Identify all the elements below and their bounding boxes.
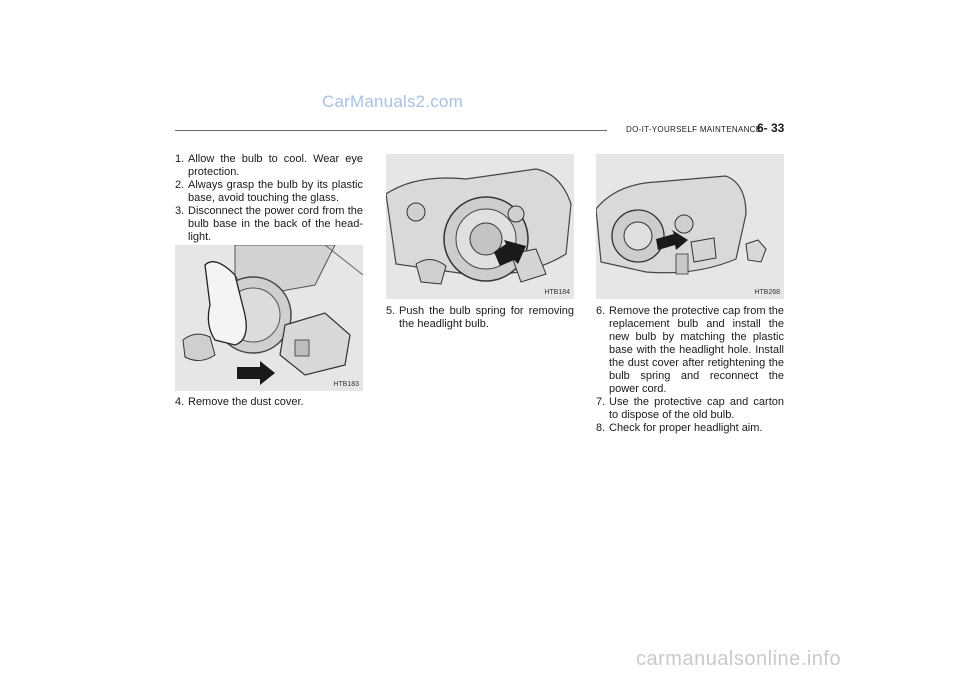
step-text: Allow the bulb to cool. Wear eye protection. (188, 153, 363, 178)
step-number: 5. (386, 305, 396, 317)
watermark-top[interactable]: CarManuals2.com (322, 92, 463, 111)
step-text: Disconnect the power cord from the bulb base in the back of the head-light. (188, 205, 363, 243)
figure-install-bulb (596, 154, 784, 299)
step-number: 1. (175, 153, 185, 165)
steps-list-1 (175, 153, 363, 244)
figure-label: HTB268 (754, 289, 780, 296)
step-number: 4. (175, 396, 185, 408)
step-item (175, 205, 363, 244)
figure-illustration (175, 245, 363, 391)
step-item (596, 422, 784, 435)
section-title: DO-IT-YOURSELF MAINTENANCE (626, 125, 762, 134)
step-number: 3. (175, 205, 185, 217)
step-item (596, 305, 784, 396)
step-item (596, 396, 784, 422)
step-item (175, 396, 363, 409)
figure-illustration (596, 154, 784, 299)
figure-label: HTB184 (544, 289, 570, 296)
steps-list-2 (386, 305, 574, 331)
step-text: Push the bulb spring for removing the headlight bulb. (399, 305, 574, 330)
step-text: Remove the dust cover. (188, 396, 304, 408)
step-number: 8. (596, 422, 606, 434)
step-number: 2. (175, 179, 185, 191)
step-text: Remove the protective cap from the replacement bulb and install the new bulb by matching the plastic base with the headlight hole. Install the dust cover after retightening the bulb spring and reconnect the power cord. (609, 305, 784, 395)
watermark-bottom[interactable]: carmanualsonline.info (636, 648, 842, 670)
step-text: Use the protective cap and carton to dispose of the old bulb. (609, 396, 784, 421)
figure-bulb-spring (386, 154, 574, 299)
step-text: Always grasp the bulb by its plastic base, avoid touching the glass. (188, 179, 363, 204)
step-item (175, 179, 363, 205)
step-number: 7. (596, 396, 606, 408)
step-number: 6. (596, 305, 606, 317)
step-item (175, 153, 363, 179)
figure-label: HTB183 (333, 381, 359, 388)
steps-list-1b (175, 396, 363, 409)
figure-illustration (386, 154, 574, 299)
page-number: 6- 33 (757, 121, 785, 135)
step-item (386, 305, 574, 331)
step-text: Check for proper headlight aim. (609, 422, 763, 434)
header-rule (175, 130, 607, 131)
steps-list-3 (596, 305, 784, 435)
figure-dust-cover (175, 245, 363, 391)
